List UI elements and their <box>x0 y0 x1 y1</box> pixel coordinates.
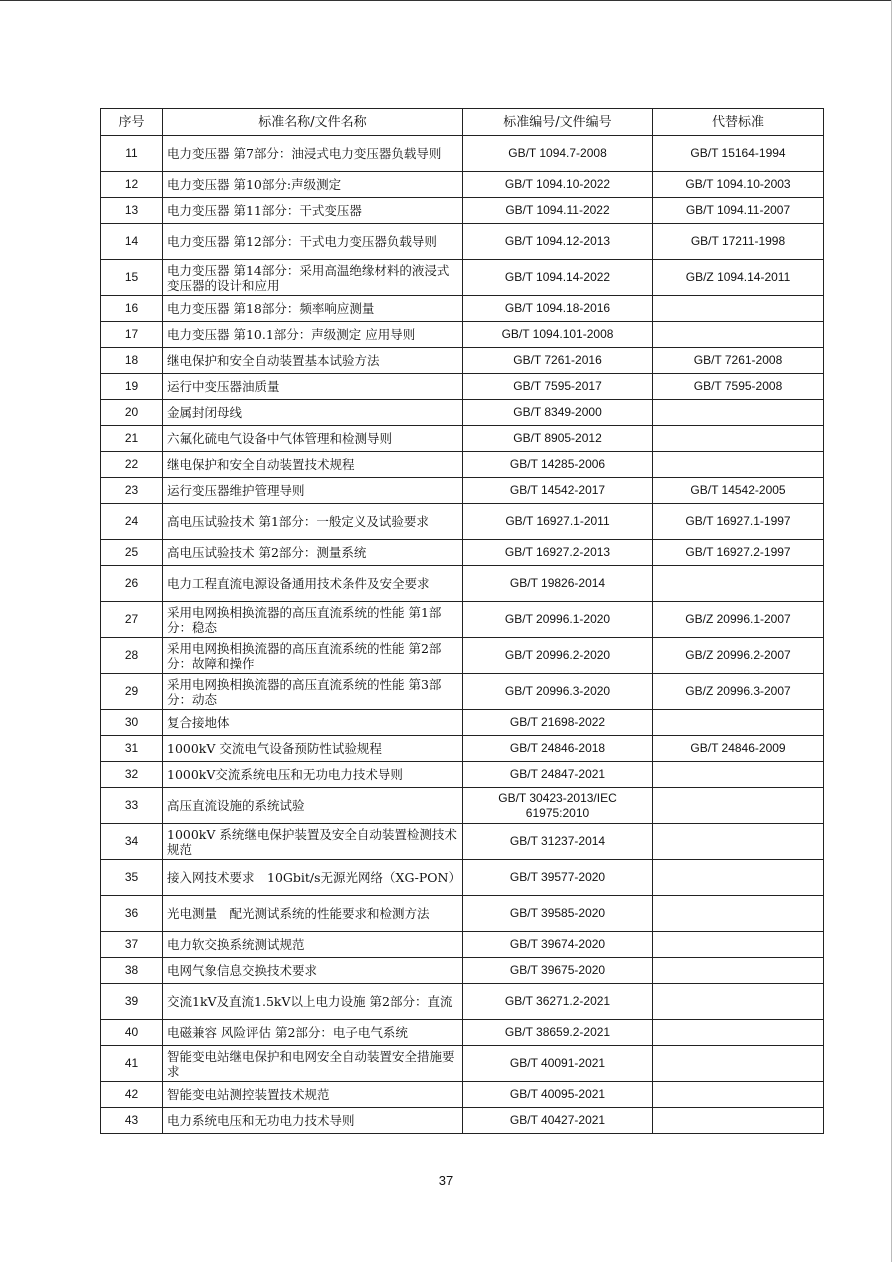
row-standard-name: 继电保护和安全自动装置技术规程 <box>163 452 463 478</box>
table-row <box>101 348 824 374</box>
row-replaced-standard: GB/T 24846-2009 <box>653 736 824 762</box>
row-standard-code: GB/T 8905-2012 <box>463 426 653 452</box>
row-standard-code: GB/T 14542-2017 <box>463 478 653 504</box>
row-replaced-standard <box>653 984 824 1020</box>
row-standard-code: GB/T 36271.2-2021 <box>463 984 653 1020</box>
row-replaced-standard: GB/T 15164-1994 <box>653 136 824 172</box>
row-standard-code: GB/T 14285-2006 <box>463 452 653 478</box>
row-standard-code: GB/T 40091-2021 <box>463 1046 653 1082</box>
row-serial-number: 42 <box>101 1082 163 1108</box>
header-serial-number: 序号 <box>101 109 163 136</box>
table-row <box>101 260 824 296</box>
table-row <box>101 984 824 1020</box>
row-serial-number: 23 <box>101 478 163 504</box>
table-row <box>101 602 824 638</box>
page-number: 37 <box>438 1173 454 1188</box>
row-replaced-standard <box>653 452 824 478</box>
row-standard-code: GB/T 1094.7-2008 <box>463 136 653 172</box>
row-standard-code: GB/T 39675-2020 <box>463 958 653 984</box>
row-serial-number: 18 <box>101 348 163 374</box>
row-standard-name: 金属封闭母线 <box>163 400 463 426</box>
top-border-line <box>0 0 892 1</box>
row-serial-number: 43 <box>101 1108 163 1134</box>
row-replaced-standard: GB/Z 20996.2-2007 <box>653 638 824 674</box>
row-standard-name: 复合接地体 <box>163 710 463 736</box>
row-standard-code: GB/T 7595-2017 <box>463 374 653 400</box>
row-replaced-standard <box>653 566 824 602</box>
table-row <box>101 198 824 224</box>
row-standard-name: 运行变压器维护管理导则 <box>163 478 463 504</box>
row-replaced-standard <box>653 1082 824 1108</box>
row-replaced-standard <box>653 710 824 736</box>
row-serial-number: 39 <box>101 984 163 1020</box>
table-row <box>101 1020 824 1046</box>
row-standard-name: 电网气象信息交换技术要求 <box>163 958 463 984</box>
row-serial-number: 13 <box>101 198 163 224</box>
row-serial-number: 20 <box>101 400 163 426</box>
row-standard-code: GB/T 20996.3-2020 <box>463 674 653 710</box>
row-standard-name: 智能变电站继电保护和电网安全自动装置安全措施要求 <box>163 1046 463 1082</box>
table-row <box>101 762 824 788</box>
row-standard-name: 高电压试验技术 第2部分：测量系统 <box>163 540 463 566</box>
row-standard-name: 高电压试验技术 第1部分：一般定义及试验要求 <box>163 504 463 540</box>
table-row <box>101 674 824 710</box>
row-standard-code: GB/T 40095-2021 <box>463 1082 653 1108</box>
table-row <box>101 860 824 896</box>
row-standard-name: 电力变压器 第7部分：油浸式电力变压器负载导则 <box>163 136 463 172</box>
row-standard-code: GB/T 20996.2-2020 <box>463 638 653 674</box>
row-serial-number: 32 <box>101 762 163 788</box>
row-serial-number: 28 <box>101 638 163 674</box>
row-serial-number: 14 <box>101 224 163 260</box>
row-standard-name: 电力变压器 第10.1部分：声级测定 应用导则 <box>163 322 463 348</box>
row-standard-code: GB/T 39577-2020 <box>463 860 653 896</box>
row-standard-code: GB/T 21698-2022 <box>463 710 653 736</box>
row-standard-name: 六氟化硫电气设备中气体管理和检测导则 <box>163 426 463 452</box>
row-standard-name: 电力变压器 第10部分:声级测定 <box>163 172 463 198</box>
table-row <box>101 1046 824 1082</box>
table-row <box>101 710 824 736</box>
standards-table <box>100 108 824 1134</box>
row-standard-name: 电磁兼容 风险评估 第2部分：电子电气系统 <box>163 1020 463 1046</box>
row-replaced-standard <box>653 426 824 452</box>
row-replaced-standard <box>653 296 824 322</box>
row-serial-number: 26 <box>101 566 163 602</box>
row-standard-name: 接入网技术要求 10Gbit/s无源光网络（XG-PON） <box>163 860 463 896</box>
table-row <box>101 958 824 984</box>
row-serial-number: 30 <box>101 710 163 736</box>
row-serial-number: 17 <box>101 322 163 348</box>
row-serial-number: 41 <box>101 1046 163 1082</box>
row-replaced-standard: GB/T 17211-1998 <box>653 224 824 260</box>
table-row <box>101 1108 824 1134</box>
table-row <box>101 540 824 566</box>
row-standard-code: GB/T 1094.101-2008 <box>463 322 653 348</box>
table-row <box>101 136 824 172</box>
table-row <box>101 932 824 958</box>
table-row <box>101 296 824 322</box>
row-replaced-standard: GB/T 7595-2008 <box>653 374 824 400</box>
table-row <box>101 504 824 540</box>
table-row <box>101 788 824 824</box>
row-serial-number: 34 <box>101 824 163 860</box>
row-serial-number: 29 <box>101 674 163 710</box>
row-replaced-standard <box>653 860 824 896</box>
table-row <box>101 824 824 860</box>
row-standard-code: GB/T 1094.12-2013 <box>463 224 653 260</box>
header-replaced-standard: 代替标准 <box>653 109 824 136</box>
row-serial-number: 36 <box>101 896 163 932</box>
row-standard-code: GB/T 1094.14-2022 <box>463 260 653 296</box>
row-replaced-standard: GB/T 14542-2005 <box>653 478 824 504</box>
row-standard-code: GB/T 39585-2020 <box>463 896 653 932</box>
table-row <box>101 322 824 348</box>
row-standard-code: GB/T 8349-2000 <box>463 400 653 426</box>
row-replaced-standard: GB/T 1094.10-2003 <box>653 172 824 198</box>
row-standard-name: 高压直流设施的系统试验 <box>163 788 463 824</box>
row-replaced-standard: GB/T 16927.2-1997 <box>653 540 824 566</box>
row-standard-code: GB/T 1094.11-2022 <box>463 198 653 224</box>
table-row <box>101 452 824 478</box>
row-standard-name: 运行中变压器油质量 <box>163 374 463 400</box>
row-replaced-standard: GB/T 1094.11-2007 <box>653 198 824 224</box>
row-standard-name: 电力变压器 第12部分：干式电力变压器负载导则 <box>163 224 463 260</box>
row-replaced-standard <box>653 788 824 824</box>
row-standard-code: GB/T 24847-2021 <box>463 762 653 788</box>
row-standard-code: GB/T 20996.1-2020 <box>463 602 653 638</box>
row-standard-name: 智能变电站测控装置技术规范 <box>163 1082 463 1108</box>
table-row <box>101 896 824 932</box>
table-row <box>101 374 824 400</box>
table-row <box>101 736 824 762</box>
row-standard-name: 光电测量 配光测试系统的性能要求和检测方法 <box>163 896 463 932</box>
row-standard-code: GB/T 16927.1-2011 <box>463 504 653 540</box>
row-replaced-standard <box>653 1046 824 1082</box>
table-row <box>101 566 824 602</box>
row-serial-number: 35 <box>101 860 163 896</box>
table-row <box>101 224 824 260</box>
row-serial-number: 16 <box>101 296 163 322</box>
row-replaced-standard <box>653 322 824 348</box>
table-row <box>101 400 824 426</box>
row-replaced-standard: GB/Z 1094.14-2011 <box>653 260 824 296</box>
row-replaced-standard <box>653 762 824 788</box>
row-replaced-standard <box>653 1108 824 1134</box>
row-standard-code: GB/T 19826-2014 <box>463 566 653 602</box>
row-standard-name: 继电保护和安全自动装置基本试验方法 <box>163 348 463 374</box>
table-row <box>101 478 824 504</box>
row-serial-number: 38 <box>101 958 163 984</box>
row-replaced-standard <box>653 400 824 426</box>
row-serial-number: 27 <box>101 602 163 638</box>
row-standard-code: GB/T 30423-2013/IEC 61975:2010 <box>463 788 653 824</box>
row-serial-number: 31 <box>101 736 163 762</box>
row-standard-code: GB/T 24846-2018 <box>463 736 653 762</box>
row-standard-code: GB/T 31237-2014 <box>463 824 653 860</box>
table-header-row <box>101 109 824 136</box>
row-standard-code: GB/T 1094.10-2022 <box>463 172 653 198</box>
row-standard-code: GB/T 1094.18-2016 <box>463 296 653 322</box>
header-standard-code: 标准编号/文件编号 <box>463 109 653 136</box>
table-row <box>101 638 824 674</box>
row-standard-name: 1000kV交流系统电压和无功电力技术导则 <box>163 762 463 788</box>
row-serial-number: 21 <box>101 426 163 452</box>
row-serial-number: 37 <box>101 932 163 958</box>
row-standard-code: GB/T 16927.2-2013 <box>463 540 653 566</box>
row-standard-code: GB/T 7261-2016 <box>463 348 653 374</box>
row-serial-number: 15 <box>101 260 163 296</box>
row-standard-name: 电力变压器 第11部分：干式变压器 <box>163 198 463 224</box>
table-row <box>101 426 824 452</box>
row-replaced-standard <box>653 824 824 860</box>
row-replaced-standard: GB/Z 20996.1-2007 <box>653 602 824 638</box>
row-standard-code: GB/T 38659.2-2021 <box>463 1020 653 1046</box>
row-serial-number: 12 <box>101 172 163 198</box>
row-serial-number: 40 <box>101 1020 163 1046</box>
row-replaced-standard <box>653 896 824 932</box>
row-serial-number: 25 <box>101 540 163 566</box>
row-standard-name: 电力变压器 第18部分：频率响应测量 <box>163 296 463 322</box>
table-row <box>101 172 824 198</box>
row-serial-number: 11 <box>101 136 163 172</box>
row-serial-number: 24 <box>101 504 163 540</box>
row-replaced-standard: GB/T 16927.1-1997 <box>653 504 824 540</box>
row-standard-name: 电力变压器 第14部分：采用高温绝缘材料的液浸式变压器的设计和应用 <box>163 260 463 296</box>
header-standard-name: 标准名称/文件名称 <box>163 109 463 136</box>
row-replaced-standard <box>653 932 824 958</box>
row-standard-name: 1000kV 系统继电保护装置及安全自动装置检测技术规范 <box>163 824 463 860</box>
row-standard-name: 电力系统电压和无功电力技术导则 <box>163 1108 463 1134</box>
row-standard-name: 采用电网换相换流器的高压直流系统的性能 第3部分：动态 <box>163 674 463 710</box>
row-standard-name: 电力工程直流电源设备通用技术条件及安全要求 <box>163 566 463 602</box>
row-serial-number: 33 <box>101 788 163 824</box>
row-standard-name: 交流1kV及直流1.5kV以上电力设施 第2部分：直流 <box>163 984 463 1020</box>
row-replaced-standard <box>653 1020 824 1046</box>
row-serial-number: 22 <box>101 452 163 478</box>
row-standard-code: GB/T 40427-2021 <box>463 1108 653 1134</box>
row-standard-name: 采用电网换相换流器的高压直流系统的性能 第2部分：故障和操作 <box>163 638 463 674</box>
row-standard-code: GB/T 39674-2020 <box>463 932 653 958</box>
row-replaced-standard: GB/T 7261-2008 <box>653 348 824 374</box>
row-standard-name: 采用电网换相换流器的高压直流系统的性能 第1部分：稳态 <box>163 602 463 638</box>
row-standard-name: 电力软交换系统测试规范 <box>163 932 463 958</box>
row-standard-name: 1000kV 交流电气设备预防性试验规程 <box>163 736 463 762</box>
row-serial-number: 19 <box>101 374 163 400</box>
row-replaced-standard <box>653 958 824 984</box>
row-replaced-standard: GB/Z 20996.3-2007 <box>653 674 824 710</box>
table-row <box>101 1082 824 1108</box>
